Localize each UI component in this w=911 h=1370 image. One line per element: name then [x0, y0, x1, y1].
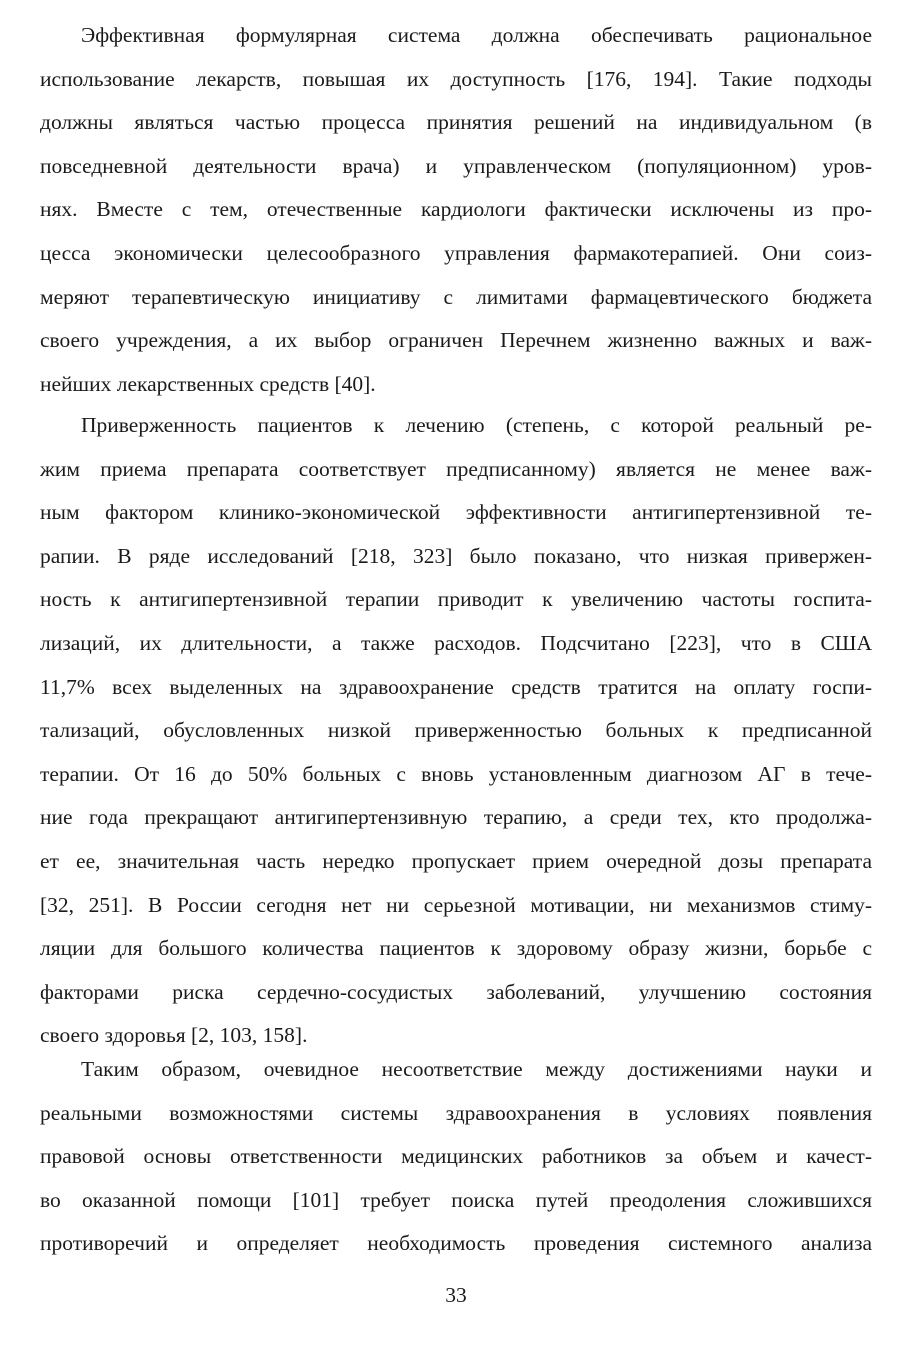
text-line: реальными возможностями системы здравоохранения в условиях появления: [40, 1100, 872, 1125]
text-line: ность к антигипертензивной терапии приводит к увеличению частоты госпита-: [40, 587, 872, 612]
text-line: цесса экономически целесообразного управления фармакотерапией. Они соиз-: [40, 240, 872, 265]
text-line: во оказанной помощи [101] требует поиска путей преодоления сложившихся: [40, 1187, 872, 1212]
text-line: Таким образом, очевидное несоответствие между достижениями науки и: [81, 1057, 872, 1081]
text-line: Эффективная формулярная система должна обеспечивать рациональное: [81, 23, 872, 47]
page-number: 33: [445, 1283, 467, 1307]
text-line: ляции для большого количества пациентов к здоровому образу жизни, борьбе с: [40, 936, 872, 961]
text-line: правовой основы ответственности медицинских работников за объем и качест-: [40, 1144, 872, 1169]
paragraph-formulary-system: [40, 14, 872, 406]
text-line: рапии. В ряде исследований [218, 323] было показано, что низкая привержен-: [40, 543, 872, 568]
text-line: должны являться частью процесса принятия решений на индивидуальном (в: [40, 110, 872, 135]
text-line: тализаций, обусловленных низкой приверженностью больных к предписанной: [40, 718, 872, 743]
text-line: противоречий и определяет необходимость проведения системного анализа: [40, 1231, 872, 1256]
text-line: меряют терапевтическую инициативу с лимитами фармацевтического бюджета: [40, 284, 872, 309]
text-line: факторами риска сердечно-сосудистых заболеваний, улучшению состояния: [40, 979, 872, 1004]
paragraph-conclusion: [40, 1048, 872, 1266]
text-line: терапии. От 16 до 50% больных с вновь установленным диагнозом АГ в тече-: [40, 761, 872, 786]
text-line: своего здоровья [2, 103, 158].: [40, 1023, 308, 1048]
paragraph-patient-adherence: [40, 404, 872, 1058]
text-line: ным фактором клинико-экономической эффективности антигипертензивной те-: [40, 500, 872, 525]
text-line: лизаций, их длительности, а также расходов. Подсчитано [223], что в США: [40, 630, 872, 655]
text-line: ет ее, значительная часть нередко пропускает прием очередной дозы препарата: [40, 848, 872, 873]
text-line: ние года прекращают антигипертензивную терапию, а среди тех, кто продолжа-: [40, 805, 872, 830]
text-line: жим приема препарата соответствует предписанному) является не менее важ-: [40, 456, 872, 481]
text-line: 11,7% всех выделенных на здравоохранение средств тратится на оплату госпи-: [40, 674, 872, 699]
text-line: повседневной деятельности врача) и управленческом (популяционном) уров-: [40, 153, 872, 178]
text-line: нейших лекарственных средств [40].: [40, 371, 376, 396]
text-line: [32, 251]. В России сегодня нет ни серьезной мотивации, ни механизмов стиму-: [40, 892, 872, 917]
document-page: [40, 0, 872, 1370]
text-line: Приверженность пациентов к лечению (степень, с которой реальный ре-: [81, 413, 872, 437]
text-line: своего учреждения, а их выбор ограничен Перечнем жизненно важных и важ-: [40, 328, 872, 353]
text-line: использование лекарств, повышая их доступность [176, 194]. Такие подходы: [40, 66, 872, 91]
text-line: нях. Вместе с тем, отечественные кардиологи фактически исключены из про-: [40, 197, 872, 222]
